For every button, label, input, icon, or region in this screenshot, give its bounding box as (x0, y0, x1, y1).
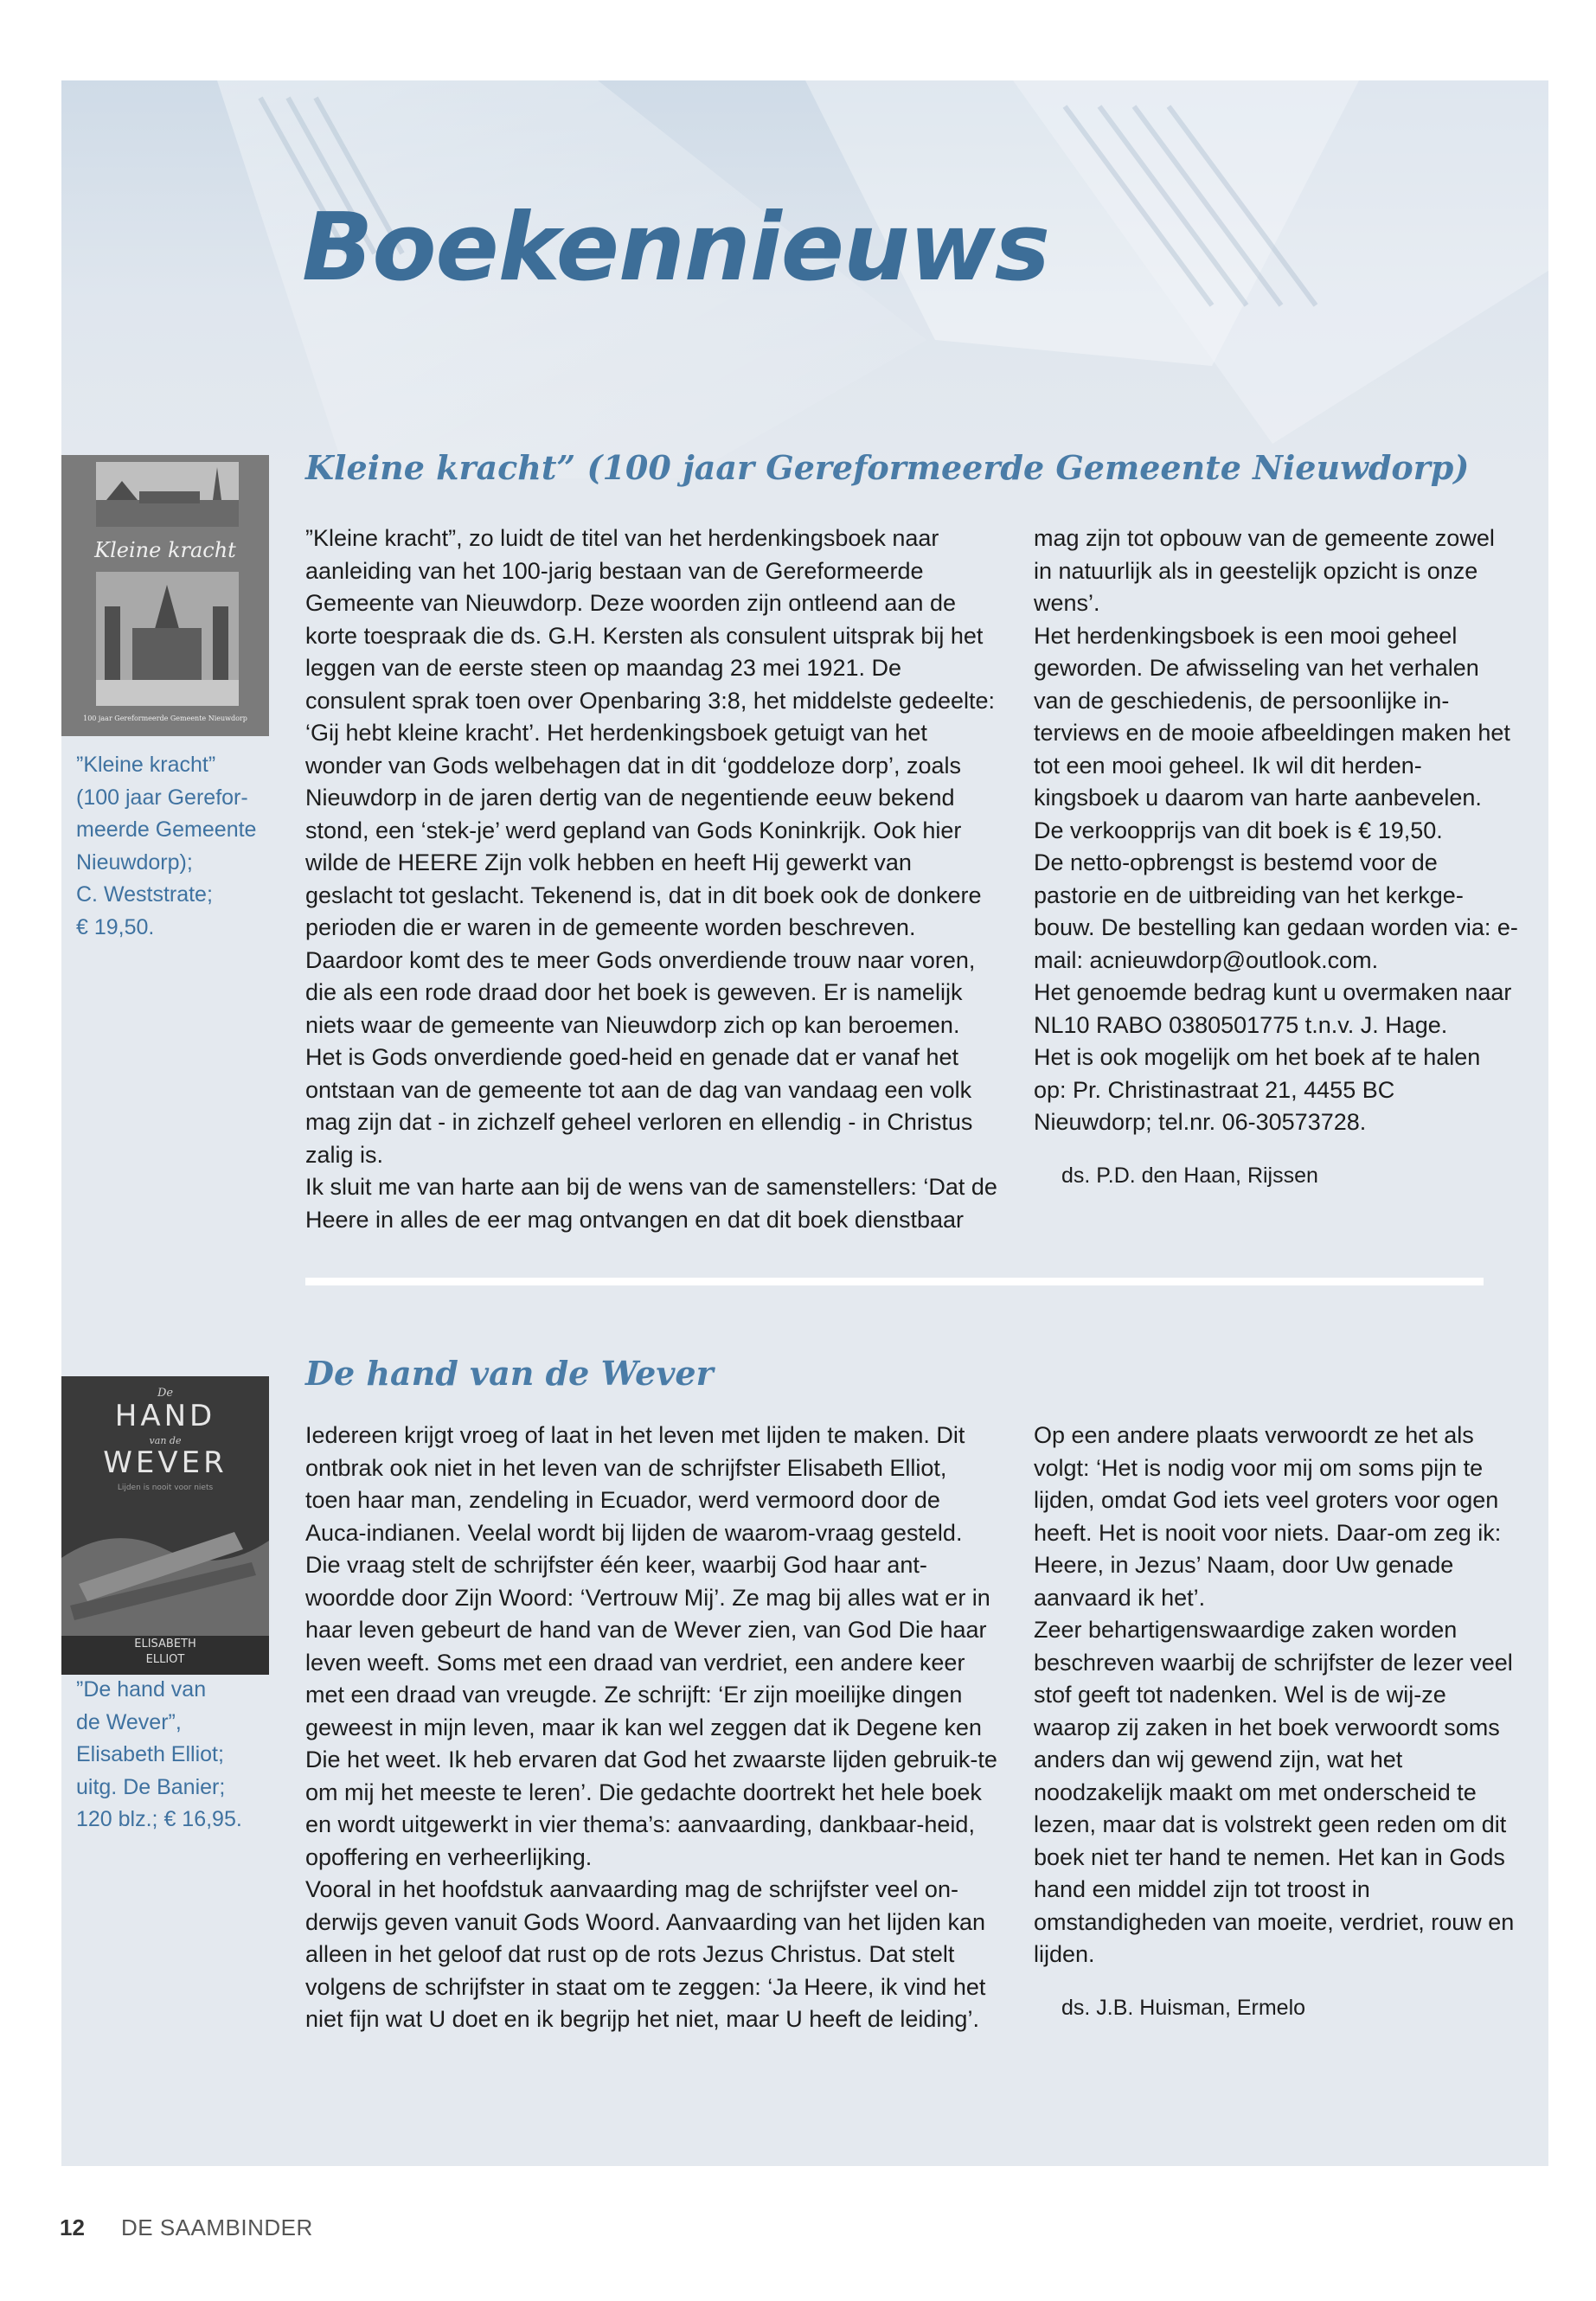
paragraph: De verkoopprijs van dit boek is € 19,50. (1034, 817, 1443, 843)
cover-author-last: ELLIOT (145, 1653, 185, 1666)
caption-line: meerde Gemeente (76, 817, 257, 842)
signature: ds. J.B. Huisman, Ermelo (1061, 1995, 1306, 2020)
paragraph: ”Kleine kracht”, zo luidt de titel van het herdenkingsboek naar aanleiding van het 100-jarig bestaan van de Gereformeerde Gemeente van Nieuwdorp. Deze woorden zijn ontleend aan de korte toespraak die ds. G.H. Kersten als consulent uitsprak bij het leggen van de eerste steen op maandag 23 mei 1921. De consulent sprak toen over Openbaring 3:8, het middelste gedeelte: ‘Gij hebt kleine kracht’. Het herdenkingsboek getuigt van het wonder van Gods welbehagen dat in dit ‘goddeloze dorp’, zoals Nieuwdorp in de jaren dertig van de negentiende eeuw bekend stond, een ‘stek-je’ werd gepland van Gods Koninkrijk. Ook hier wilde de HEERE Zijn volk hebben en heeft Hij gewerkt van geslacht tot geslacht. Tekenend is, dat in dit boek ook de donkere perioden die er waren in de gemeente worden beschreven. Daardoor komt des te meer Gods onverdiende trouw naar voren, die als een rode draad door het boek is geweven. Er is namelijk niets waar de gemeente van Nieuwdorp zich op kan beroemen. Het is Gods onverdiende goed-heid en genade dat er vanaf het ontstaan van de gemeente tot aan de dag van vandaag een volk mag zijn dat - in zichzelf geheel verloren en ellendig - in Christus zalig is. (305, 525, 996, 1168)
paragraph: Ik sluit me van harte aan bij de wens van de samenstellers: ‘Dat de Heere in alles de eer mag ontvangen en dat dit boek dienstbaar (305, 1174, 997, 1233)
paragraph: Het is ook mogelijk om het boek af te halen op: Pr. Christinastraat 21, 4455 BC Nieuwdorp; tel.nr. 06-30573728. (1034, 1044, 1481, 1135)
magazine-name: DE SAAMBINDER (121, 2214, 313, 2240)
article-title-kleine-kracht: Kleine kracht” (100 jaar Gereformeerde Gemeente Nieuwdorp) (305, 448, 1470, 487)
article-2-left-column (305, 1420, 997, 2036)
paragraph: Vooral in het hoofdstuk aanvaarding mag de schrijfster veel on-derwijs geven vanuit Gods Woord. Aanvaarding van het lijden kan alleen in het geloof dat rust op de rots Jezus Christus. Dat stelt volgens de schrijfster in staat om te zeggen: ‘Ja Heere, ik vind het niet fijn wat U doet en ik begrijp het niet, maar U heeft de leiding’. (305, 1876, 986, 2032)
caption-line: ”De hand van (76, 1677, 207, 1702)
paragraph: Het herdenkingsboek is een mooi geheel geworden. De afwisseling van het verhalen van de geschiedenis, de persoonlijke in-terviews en de mooie afbeeldingen maken het tot een mooi geheel. Ik wil dit herden-kingsboek u daarom van harte aanbevelen. (1034, 622, 1510, 811)
cover-art (61, 455, 269, 736)
caption-line: € 19,50. (76, 914, 155, 939)
caption-line: (100 jaar Gerefor- (76, 785, 248, 810)
book-cover-hand-van-de-wever (61, 1376, 269, 1675)
cover-subtitle: 100 jaar Gereformeerde Gemeente Nieuwdorp (83, 715, 247, 722)
article-title-hand-van-de-wever: De hand van de Wever (305, 1354, 714, 1393)
caption-hand-van-de-wever (76, 1674, 266, 1836)
caption-line: uitg. De Banier; (76, 1774, 226, 1799)
paragraph: De netto-opbrengst is bestemd voor de pastorie en de uitbreiding van het kerkge-bouw. De bestelling kan gedaan worden via: e-mail: acnieuwdorp@outlook.com. (1034, 849, 1518, 973)
paragraph: Op een andere plaats verwoordt ze het als volgt: ‘Het is nodig voor mij om soms pijn te lijden, omdat God iets veel groters voor ogen heeft. Het is nooit voor niets. Daar-om zeg ik: Heere, in Jezus’ Naam, door Uw genade aanvaard ik het’. (1034, 1422, 1502, 1611)
caption-kleine-kracht (76, 749, 266, 944)
caption-line: ”Kleine kracht” (76, 753, 216, 777)
cover-tagline: Lijden is nooit voor niets (117, 1484, 214, 1492)
article-2-right-column (1034, 1420, 1518, 2024)
cover-line-wever: WEVER (103, 1445, 228, 1480)
page-title: Boekennieuws (302, 194, 1049, 302)
paragraph: Iedereen krijgt vroeg of laat in het leven met lijden te maken. Dit ontbrak ook niet in het leven van de schrijfster Elisabeth Elliot, toen haar man, zendeling in Ecuador, werd vermoord door de Auca-indianen. Veelal wordt bij lijden de waarom-vraag gesteld. Die vraag stelt de schrijfster één keer, waarbij God haar ant-woordde door Zijn Woord: ‘Vertrouw Mij’. Ze mag bij alles wat er in haar leven gebeurt de hand van de Wever zien, van God Die haar leven weeft. Soms met een draad van verdriet, een andere keer met een draad van vreugde. Ze schrijft: ‘Er zijn moeilijke dingen geweest in mijn leven, maar ik kan wel zeggen dat ik Degene ken Die het weet. Ik heb ervaren dat God het zwaarste lijden gebruik-te om mij het meeste te leren’. Die gedachte doortrekt het hele boek en wordt uitgewerkt in vier thema’s: aanvaarding, dankbaar-heid, opoffering en verheerlijking. (305, 1422, 997, 1870)
signature: ds. P.D. den Haan, Rijssen (1061, 1163, 1318, 1188)
book-cover-kleine-kracht (61, 455, 269, 736)
article-1-right-column (1034, 522, 1518, 1192)
caption-line: de Wever”, (76, 1709, 182, 1734)
page-number: 12 (60, 2214, 85, 2240)
cover-line-de: De (157, 1387, 174, 1400)
caption-line: Nieuwdorp); (76, 849, 193, 875)
cover-line-van-de: van de (149, 1435, 182, 1446)
cover-line-hand: HAND (114, 1399, 216, 1433)
article-1-left-column (305, 522, 997, 1236)
cover-author-first: ELISABETH (134, 1638, 196, 1650)
paragraph: Zeer behartigenswaardige zaken worden beschreven waarbij de schrijfster de lezer veel stof geeft tot nadenken. Wel is de wij-ze waarop zij zaken in het boek verwoordt soms anders dan wij gewend zijn, wat het noodzakelijk maakt om met onderscheid te lezen, maar dat is volstrekt geen reden om dit boek niet ter hand te nemen. Het kan in Gods hand een middel zijn tot troost in omstandigheden van moeite, verdriet, rouw en lijden. (1034, 1617, 1515, 1967)
paragraph: Het genoemde bedrag kunt u overmaken naar NL10 RABO 0380501775 t.n.v. J. Hage. (1034, 979, 1512, 1038)
cover-title: Kleine kracht (94, 538, 236, 562)
paragraph: mag zijn tot opbouw van de gemeente zowel in natuurlijk als in geestelijk opzicht is onze wens’. (1034, 525, 1495, 616)
caption-line: Elisabeth Elliot; (76, 1742, 224, 1766)
caption-line: 120 blz.; € 16,95. (76, 1807, 242, 1831)
caption-line: C. Weststrate; (76, 882, 213, 907)
section-divider (305, 1278, 1484, 1285)
